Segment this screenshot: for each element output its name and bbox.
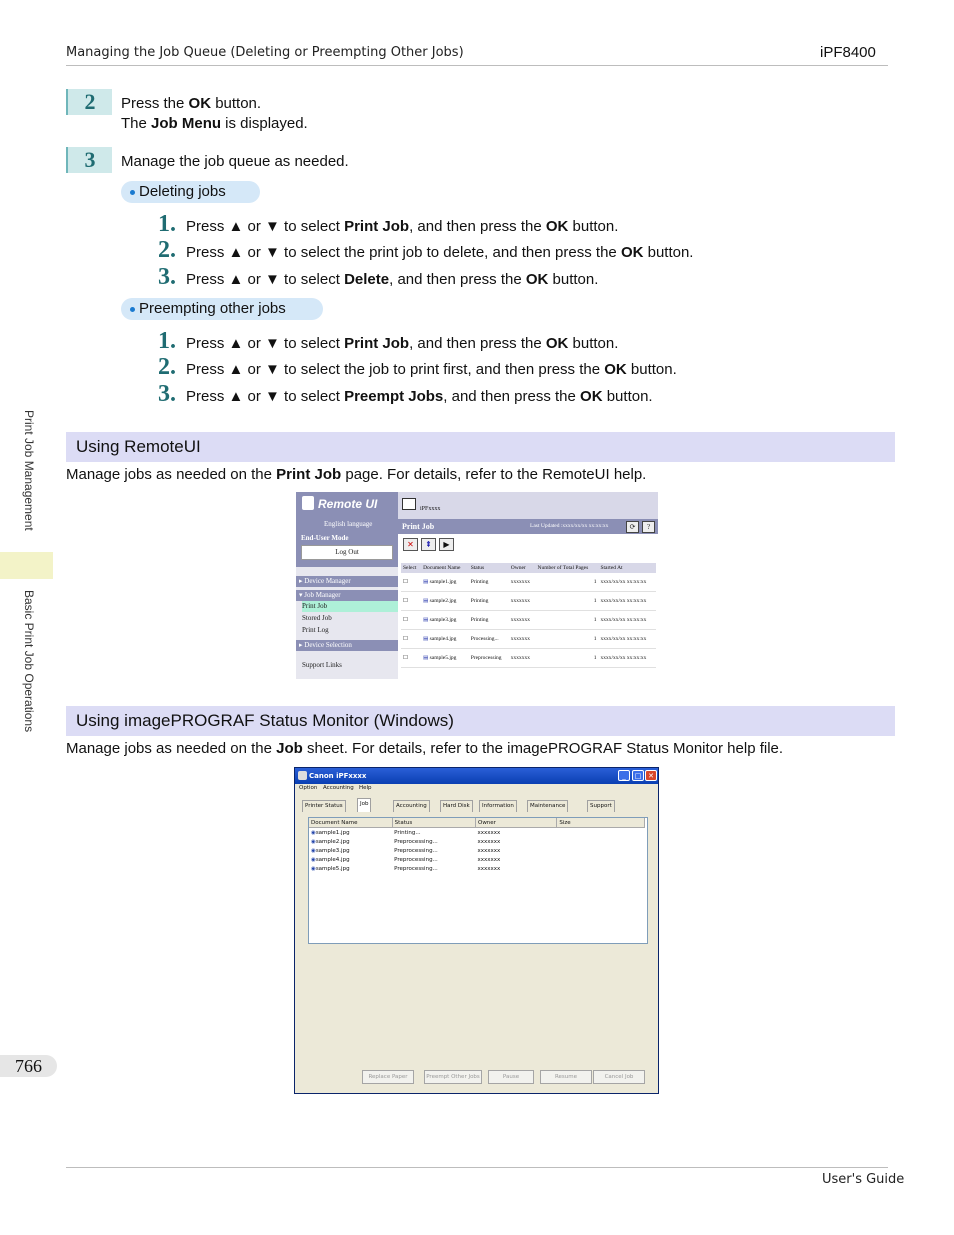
document-name: ▤ sample5.jpg bbox=[421, 649, 469, 668]
running-header-title: Managing the Job Queue (Deleting or Preempting Other Jobs) bbox=[66, 45, 464, 60]
document-name: ◉sample3.jpg bbox=[311, 847, 350, 854]
deleting-step-text: Press ▲ or ▼ to select Print Job, and then press the OK button. bbox=[186, 218, 619, 235]
step-2-line-1: Press the OK button. bbox=[121, 95, 262, 112]
cell-size bbox=[557, 828, 645, 838]
help-button[interactable]: ? bbox=[642, 521, 655, 533]
remoteui-logo-panel bbox=[296, 492, 398, 567]
document-name: ▤ sample1.jpg bbox=[421, 573, 469, 592]
document-icon: ▤ bbox=[423, 579, 430, 585]
tab-hard-disk[interactable]: Hard Disk bbox=[440, 800, 473, 812]
cell-status: Preprocessing... bbox=[394, 847, 438, 854]
cell-status: Printing bbox=[469, 592, 509, 611]
job-list-table bbox=[309, 818, 645, 873]
column-header: Number of Total Pages bbox=[536, 563, 599, 573]
window-title: Canon iPFxxxx bbox=[309, 772, 367, 780]
cell-status: Preprocessing... bbox=[394, 856, 438, 863]
tab-job[interactable]: Job bbox=[357, 798, 371, 812]
replace-paper-button[interactable]: Replace Paper bbox=[362, 1070, 414, 1084]
canon-logo-icon bbox=[302, 496, 314, 510]
header-rule bbox=[66, 65, 888, 66]
table-row[interactable] bbox=[401, 573, 656, 592]
page-number: 766 bbox=[0, 1055, 57, 1077]
pause-button[interactable]: Pause bbox=[488, 1070, 534, 1084]
side-section-highlight bbox=[0, 552, 53, 579]
step-3-text: Manage the job queue as needed. bbox=[121, 153, 349, 170]
tab-maintenance[interactable]: Maintenance bbox=[527, 800, 568, 812]
bullet-icon bbox=[130, 307, 135, 312]
side-chapter-label: Print Job Management bbox=[22, 410, 36, 531]
cell-started: xxxx/xx/xx xx:xx:xx bbox=[598, 630, 656, 649]
side-section-label: Basic Print Job Operations bbox=[22, 590, 36, 733]
table-row[interactable] bbox=[309, 846, 645, 855]
deleting-jobs-pill: Deleting jobs bbox=[121, 181, 260, 203]
deleting-step-number: 3. bbox=[158, 264, 176, 290]
column-header: Started At bbox=[598, 563, 656, 573]
table-row[interactable] bbox=[401, 649, 656, 668]
remoteui-job-table bbox=[401, 563, 656, 668]
section-heading-status-monitor: Using imagePROGRAF Status Monitor (Windows) bbox=[66, 706, 895, 736]
document-name: ▤ sample3.jpg bbox=[421, 611, 469, 630]
job-icon: ◉ bbox=[311, 838, 316, 845]
preempting-step-number: 2. bbox=[158, 354, 176, 380]
delete-job-icon[interactable]: ✕ bbox=[403, 538, 418, 551]
guide-name: User's Guide bbox=[822, 1172, 905, 1187]
cell-size bbox=[557, 864, 645, 873]
menu-item[interactable]: Help bbox=[359, 785, 372, 791]
select-checkbox[interactable]: ☐ bbox=[401, 630, 421, 649]
last-updated: Last Updated :xxxx/xx/xx xx:xx:xx bbox=[530, 523, 609, 529]
document-name: ◉sample5.jpg bbox=[311, 865, 350, 872]
table-row[interactable] bbox=[401, 592, 656, 611]
cell-status: Printing bbox=[469, 573, 509, 592]
preempting-step-number: 3. bbox=[158, 381, 176, 407]
cell-started: xxxx/xx/xx xx:xx:xx bbox=[598, 592, 656, 611]
resume-job-icon[interactable]: ▶ bbox=[439, 538, 454, 551]
job-icon: ◉ bbox=[311, 865, 316, 872]
deleting-step-number: 2. bbox=[158, 237, 176, 263]
preempt-job-icon[interactable]: ⇞ bbox=[421, 538, 436, 551]
remoteui-title-bar bbox=[398, 519, 658, 534]
preempting-step-text: Press ▲ or ▼ to select Print Job, and then press the OK button. bbox=[186, 335, 619, 352]
cell-owner: xxxxxxx bbox=[509, 592, 536, 611]
job-icon: ◉ bbox=[311, 829, 316, 836]
user-mode-label: End-User Mode bbox=[301, 534, 349, 542]
app-icon bbox=[298, 771, 307, 780]
job-icon: ◉ bbox=[311, 856, 316, 863]
deleting-step-text: Press ▲ or ▼ to select Delete, and then press the OK button. bbox=[186, 271, 599, 288]
remoteui-logo: Remote UI bbox=[318, 497, 378, 511]
cell-owner: xxxxxxx bbox=[477, 838, 501, 845]
document-icon: ▤ bbox=[423, 598, 430, 604]
nav-print-job[interactable]: Print Job bbox=[302, 601, 398, 612]
status-monitor-screenshot bbox=[294, 767, 659, 1094]
cell-owner: xxxxxxx bbox=[509, 611, 536, 630]
window-title-bar bbox=[295, 768, 658, 784]
step-3-badge: 3 bbox=[66, 147, 112, 173]
table-row[interactable] bbox=[309, 837, 645, 846]
cell-owner: xxxxxxx bbox=[509, 649, 536, 668]
nav-device-selection[interactable]: ▸ Device Selection bbox=[296, 640, 398, 651]
select-checkbox[interactable]: ☐ bbox=[401, 611, 421, 630]
logout-button[interactable]: Log Out bbox=[301, 545, 393, 560]
document-icon: ▤ bbox=[423, 636, 430, 642]
column-header[interactable]: Size bbox=[557, 818, 645, 828]
tab-accounting[interactable]: Accounting bbox=[393, 800, 430, 812]
column-header[interactable]: Owner bbox=[475, 818, 556, 828]
cell-size bbox=[557, 837, 645, 846]
deleting-step-number: 1. bbox=[158, 211, 176, 237]
nav-print-log[interactable]: Print Log bbox=[302, 626, 329, 634]
cell-pages: 1 bbox=[536, 649, 599, 668]
menu-item[interactable]: Accounting bbox=[323, 785, 354, 791]
printer-name: iPFxxxx bbox=[420, 506, 441, 512]
cell-owner: xxxxxxx bbox=[477, 856, 501, 863]
resume-button[interactable]: Resume bbox=[540, 1070, 592, 1084]
document-name: ▤ sample2.jpg bbox=[421, 592, 469, 611]
cell-owner: xxxxxxx bbox=[477, 865, 501, 872]
close-button[interactable]: ✕ bbox=[645, 770, 657, 781]
preempting-jobs-pill: Preempting other jobs bbox=[121, 298, 323, 320]
cell-status: Preprocessing... bbox=[394, 838, 438, 845]
column-header: Document Name bbox=[421, 563, 469, 573]
preempting-step-text: Press ▲ or ▼ to select Preempt Jobs, and then press the OK button. bbox=[186, 388, 653, 405]
cell-started: xxxx/xx/xx xx:xx:xx bbox=[598, 611, 656, 630]
preempt-other-jobs-button[interactable]: Preempt Other Jobs bbox=[424, 1070, 482, 1084]
cell-size bbox=[557, 855, 645, 864]
remoteui-body: Manage jobs as needed on the Print Job page. For details, refer to the RemoteUI help. bbox=[66, 466, 647, 483]
cell-status: Preprocessing bbox=[469, 649, 509, 668]
step-2-badge: 2 bbox=[66, 89, 112, 115]
status-monitor-body: Manage jobs as needed on the Job sheet. For details, refer to the imagePROGRAF Status Monitor help file. bbox=[66, 740, 784, 757]
table-row[interactable] bbox=[401, 611, 656, 630]
deleting-step-text: Press ▲ or ▼ to select the print job to delete, and then press the OK button. bbox=[186, 244, 694, 261]
nav-device-manager[interactable]: ▸ Device Manager bbox=[296, 576, 398, 587]
cell-pages: 1 bbox=[536, 611, 599, 630]
column-header[interactable]: Status bbox=[392, 818, 475, 828]
table-row[interactable] bbox=[309, 828, 645, 838]
section-heading-remoteui: Using RemoteUI bbox=[66, 432, 895, 462]
document-name: ◉sample2.jpg bbox=[311, 838, 350, 845]
maximize-button[interactable]: □ bbox=[632, 770, 644, 781]
nav-stored-job[interactable]: Stored Job bbox=[302, 614, 332, 622]
nav-support-links[interactable]: Support Links bbox=[302, 661, 342, 669]
cell-owner: xxxxxxx bbox=[477, 829, 501, 836]
remoteui-top-banner bbox=[398, 492, 658, 519]
cell-owner: xxxxxxx bbox=[509, 630, 536, 649]
document-name: ◉sample1.jpg bbox=[311, 829, 350, 836]
select-checkbox[interactable]: ☐ bbox=[401, 592, 421, 611]
cell-pages: 1 bbox=[536, 630, 599, 649]
cell-started: xxxx/xx/xx xx:xx:xx bbox=[598, 649, 656, 668]
document-name: ▤ sample4.jpg bbox=[421, 630, 469, 649]
step-2-line-2: The Job Menu is displayed. bbox=[121, 115, 308, 132]
menu-item[interactable]: Option bbox=[299, 785, 318, 791]
cell-size bbox=[557, 846, 645, 855]
preempting-step-text: Press ▲ or ▼ to select the job to print first, and then press the OK button. bbox=[186, 361, 677, 378]
cell-status: Preprocessing... bbox=[394, 865, 438, 872]
select-checkbox[interactable]: ☐ bbox=[401, 649, 421, 668]
tab-information[interactable]: Information bbox=[479, 800, 517, 812]
nav-job-manager[interactable]: ▾ Job Manager bbox=[296, 590, 398, 601]
model-name: iPF8400 bbox=[820, 44, 876, 61]
refresh-icon[interactable]: ⟳ bbox=[626, 521, 639, 533]
page-title: Print Job bbox=[402, 522, 435, 531]
language-link[interactable]: English language bbox=[324, 520, 373, 528]
document-name: ◉sample4.jpg bbox=[311, 856, 350, 863]
tab-support[interactable]: Support bbox=[587, 800, 615, 812]
minimize-button[interactable]: _ bbox=[618, 770, 630, 781]
select-checkbox[interactable]: ☐ bbox=[401, 573, 421, 592]
job-list-panel bbox=[308, 817, 648, 944]
column-header: Status bbox=[469, 563, 509, 573]
table-row[interactable] bbox=[309, 864, 645, 873]
column-header[interactable]: Document Name bbox=[309, 818, 392, 828]
cell-pages: 1 bbox=[536, 573, 599, 592]
cell-status: Printing bbox=[469, 611, 509, 630]
footer-rule bbox=[66, 1167, 888, 1168]
cancel-job-button[interactable]: Cancel Job bbox=[593, 1070, 645, 1084]
column-header: Select bbox=[401, 563, 421, 573]
bullet-icon bbox=[130, 190, 135, 195]
cell-owner: xxxxxxx bbox=[509, 573, 536, 592]
document-icon: ▤ bbox=[423, 655, 430, 661]
cell-started: xxxx/xx/xx xx:xx:xx bbox=[598, 573, 656, 592]
job-icon: ◉ bbox=[311, 847, 316, 854]
cell-pages: 1 bbox=[536, 592, 599, 611]
column-header: Owner bbox=[509, 563, 536, 573]
document-icon: ▤ bbox=[423, 617, 430, 623]
table-row[interactable] bbox=[401, 630, 656, 649]
table-row[interactable] bbox=[309, 855, 645, 864]
cell-status: Printing... bbox=[394, 829, 421, 836]
tab-printer-status[interactable]: Printer Status bbox=[302, 800, 346, 812]
remoteui-screenshot bbox=[296, 492, 658, 679]
cell-status: Processing... bbox=[469, 630, 509, 649]
cell-owner: xxxxxxx bbox=[477, 847, 501, 854]
printer-icon bbox=[402, 498, 416, 510]
preempting-step-number: 1. bbox=[158, 328, 176, 354]
